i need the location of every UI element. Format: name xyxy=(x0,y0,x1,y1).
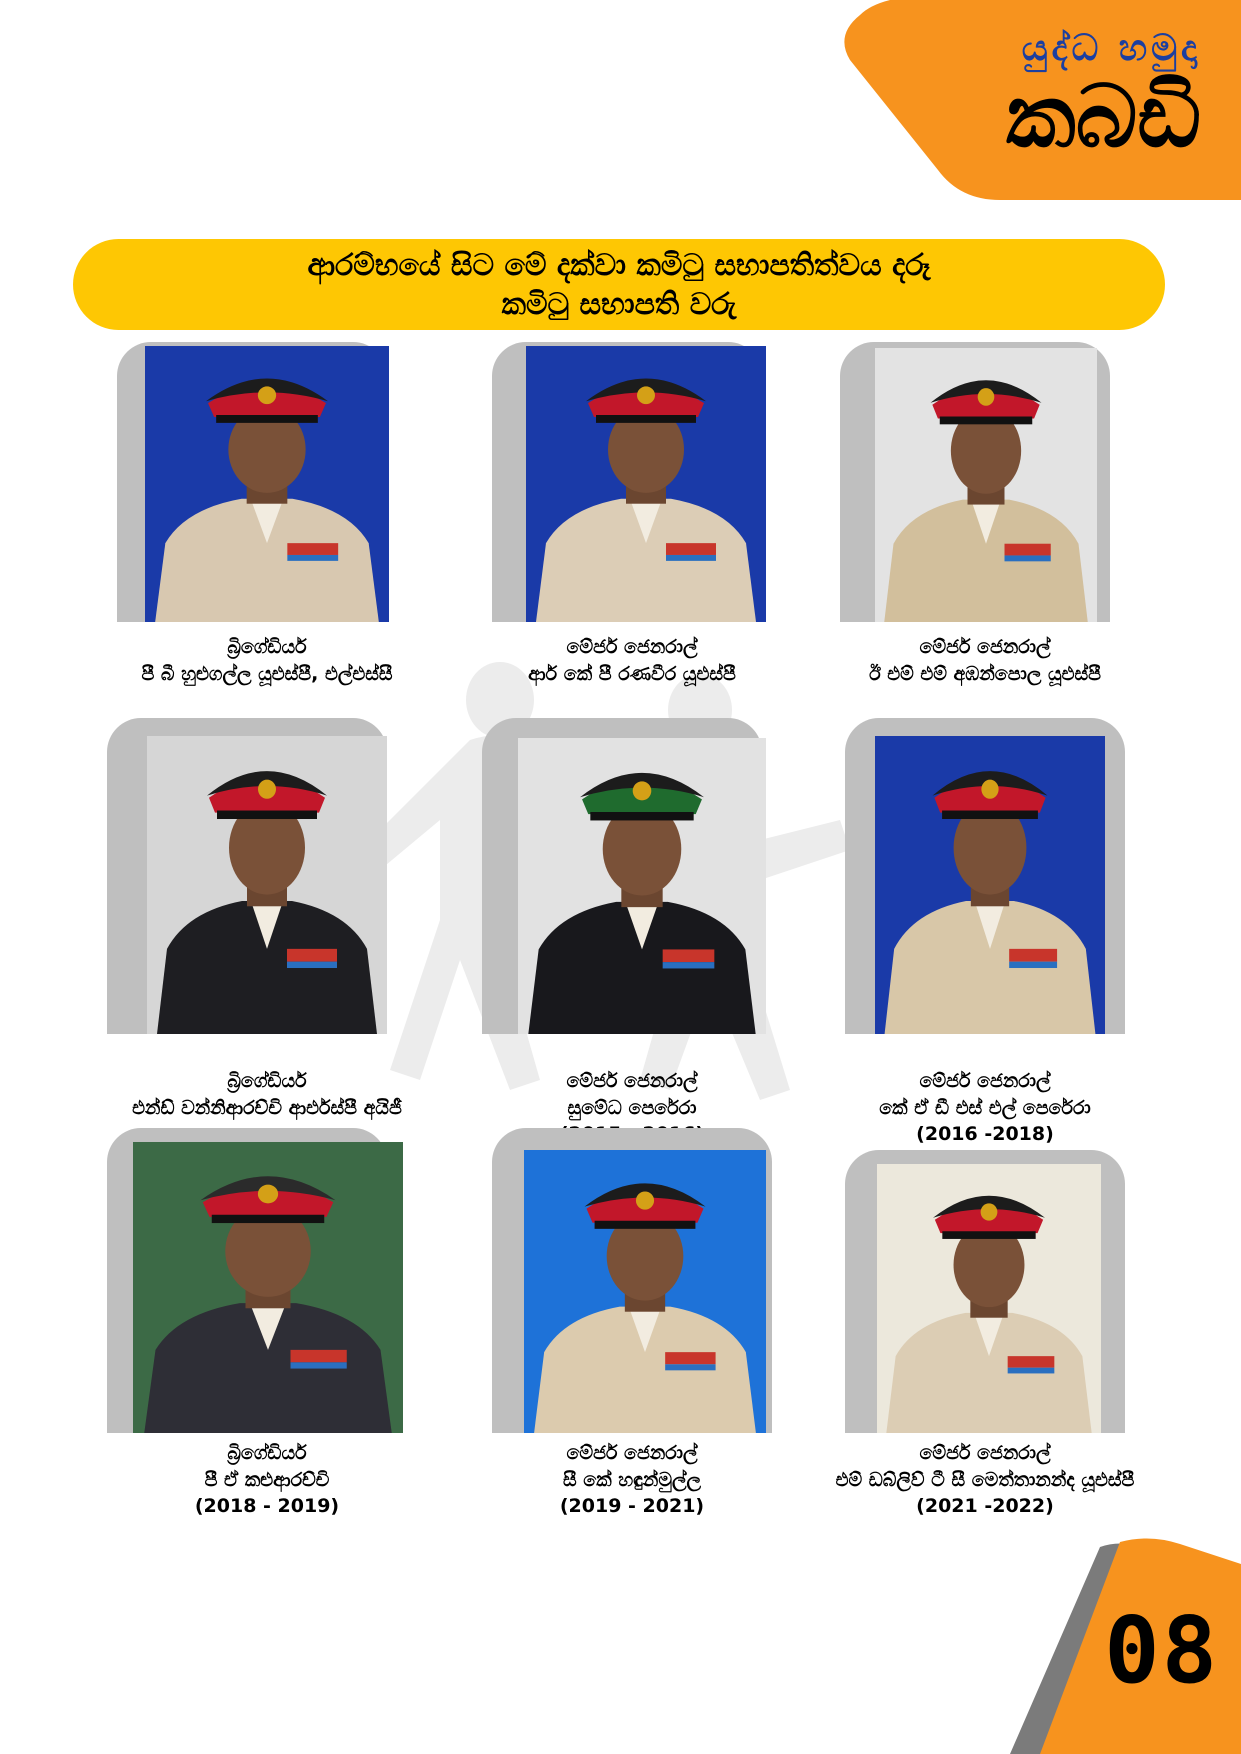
officer-rank: මේජර් ජෙනරාල් xyxy=(919,1442,1051,1464)
officer-name: ඊ එම් එම් අඹන්පොල යූඑස්පී xyxy=(868,662,1101,685)
officer-photo xyxy=(133,1142,403,1433)
heading-banner xyxy=(73,239,1165,330)
officer-caption xyxy=(805,634,1165,687)
portrait-illustration xyxy=(518,738,766,1034)
officer-term: (2019 - 2021) xyxy=(559,1495,705,1518)
officer-caption xyxy=(452,1440,812,1520)
officer-rank: බ්‍රිගේඩියර් xyxy=(227,1442,307,1464)
page-number: 08 xyxy=(1104,1597,1219,1704)
officer-term: (2018 - 2019) xyxy=(194,1495,340,1518)
officer-rank: මේජර් ජෙනරාල් xyxy=(566,636,698,658)
officer-photo xyxy=(526,346,766,622)
corner-decoration-bottom xyxy=(0,1520,1241,1754)
brand-logo xyxy=(901,28,1201,167)
portrait-illustration xyxy=(875,348,1097,622)
officer-rank: බ්‍රිගේඩියර් xyxy=(227,636,307,658)
officer-photo xyxy=(875,736,1105,1034)
officer-caption xyxy=(765,1440,1205,1520)
officer-photo xyxy=(875,348,1097,622)
officer-photo xyxy=(145,346,389,622)
portrait-illustration xyxy=(875,736,1105,1034)
officer-photo xyxy=(518,738,766,1034)
officer-name: පී බී හුළුගල්ල යූඑස්පී, එල්එස්සී xyxy=(141,662,393,685)
officer-caption xyxy=(87,1440,447,1520)
portrait-illustration xyxy=(145,346,389,622)
officer-name: පී ඒ කළුආරච්චි xyxy=(204,1468,330,1491)
portrait-illustration xyxy=(524,1150,766,1433)
officer-caption xyxy=(452,634,812,687)
officer-term: (2016 -2018) xyxy=(916,1123,1054,1146)
officer-name: එම් ඩබ්ලිව් ටී සී මෙත්තානන්ද යූඑස්පී xyxy=(835,1468,1135,1491)
officer-rank: බ්‍රිගේඩියර් xyxy=(227,1070,307,1092)
officer-rank: මේජර් ජෙනරාල් xyxy=(919,636,1051,658)
officer-name: කේ ඒ ඩී එස් එල් පෙරේරා xyxy=(879,1096,1091,1119)
officer-caption xyxy=(87,634,447,687)
heading-line-2: කමිටු සභාපති වරු xyxy=(501,286,737,322)
officer-name: ආර් කේ පී රණවීර යූඑස්පී xyxy=(528,662,736,685)
officer-photo xyxy=(524,1150,766,1433)
officer-caption xyxy=(87,1068,447,1121)
portrait-illustration xyxy=(147,736,387,1034)
officer-caption xyxy=(805,1068,1165,1148)
portrait-illustration xyxy=(133,1142,403,1433)
brand-title: කබඩි xyxy=(1005,67,1201,167)
officer-photo xyxy=(877,1164,1101,1433)
officer-photo xyxy=(147,736,387,1034)
brand-subtitle: යුද්ධ හමුදා xyxy=(1021,28,1201,69)
officer-term: (2021 -2022) xyxy=(916,1495,1054,1518)
portrait-illustration xyxy=(877,1164,1101,1433)
officer-name: සුමේධ පෙරේරා xyxy=(567,1096,697,1119)
portrait-illustration xyxy=(526,346,766,622)
officer-name: සී කේ හඳුන්මුල්ල xyxy=(563,1468,701,1491)
officer-rank: මේජර් ජෙනරාල් xyxy=(566,1070,698,1092)
officer-rank: මේජර් ජෙනරාල් xyxy=(919,1070,1051,1092)
heading-line-1: ආරම්භයේ සිට මේ දක්වා කමිටු සභාපතිත්වය දරූ xyxy=(307,247,931,283)
officer-rank: මේජර් ජෙනරාල් xyxy=(566,1442,698,1464)
officer-name: එන්ඩ් වන්නිආරච්චි ආර්එස්පී අයිජී xyxy=(132,1096,402,1119)
